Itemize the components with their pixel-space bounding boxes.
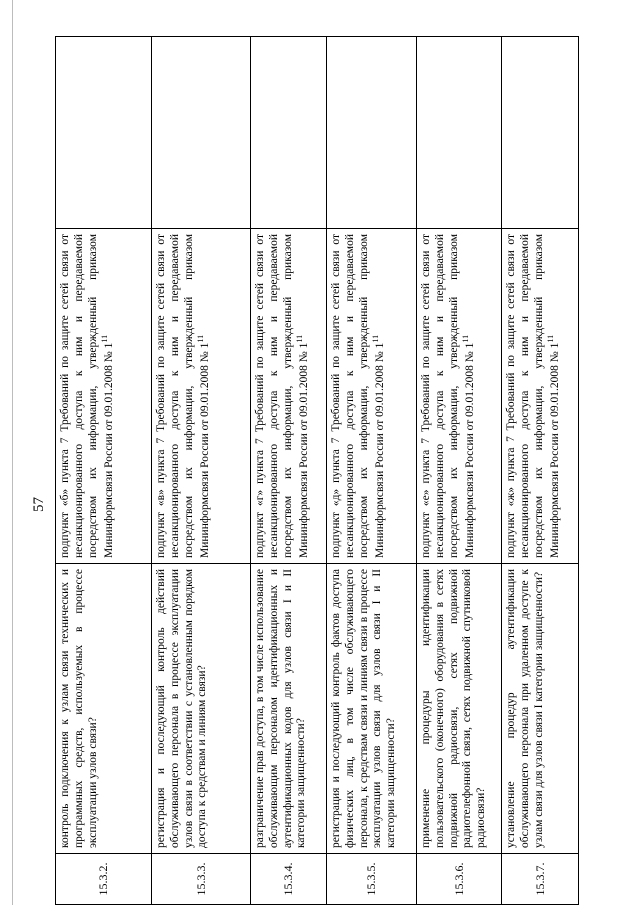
footnote-mark: 11 [196, 334, 206, 343]
legal-basis-text: подпункт «г» пункта 7 Требований по защите сетей связи от несанкционированного доступа к ним и передаваемой посредством их информации, утвержденный приказом Мининформсвязи России от 09.01.2008 № 1 [254, 234, 311, 558]
legal-basis-text: подпункт «ж» пункта 7 Требований по защите сетей связи от несанкционированного доступа к ним и передаваемой посредством их информации, утвержденный приказом Мининформсвязи России от 09.01.2008 № 1 [505, 234, 562, 558]
answer-cell [56, 37, 152, 229]
answer-cell [251, 37, 327, 229]
footnote-mark: 11 [546, 334, 556, 343]
table-row [502, 37, 579, 905]
footnote-mark: 11 [461, 334, 471, 343]
table-row [327, 37, 417, 905]
footnote-mark: 11 [295, 334, 305, 343]
legal-basis-cell [251, 229, 327, 564]
legal-basis-cell [417, 229, 502, 564]
legal-basis-text: подпункт «б» пункта 7 Требований по защите сетей связи от несанкционированного доступа к ним и передаваемой посредством их информации, утвержденный приказом Мининформсвязи России от 09.01.2008 № 1 [59, 234, 116, 558]
legal-basis-text: подпункт «в» пункта 7 Требований по защите сетей связи от несанкционированного доступа к ним и передаваемой посредством их информации, утвержденный приказом Мининформсвязи России от 09.01.2008 № 1 [155, 234, 212, 558]
table-row [417, 37, 502, 905]
table-row [251, 37, 327, 905]
footnote-mark: 11 [371, 334, 381, 343]
legal-basis-cell [327, 229, 417, 564]
item-number: 15.3.2. [56, 854, 152, 905]
item-number: 15.3.4. [251, 854, 327, 905]
page-number: 57 [31, 497, 47, 512]
requirement-text: регистрация и последующий контроль фактов доступа физических лиц, в том числе обслуживающего персонала, к средствам связи и линиям связи в процессе эксплуатации узлов связи для узлов связи I и II категории защищенности? [327, 564, 417, 854]
answer-cell [417, 37, 502, 229]
item-number: 15.3.6. [417, 854, 502, 905]
requirement-text: контроль подключения к узлам связи технических и программных средств, используемых в процессе эксплуатации узлов связи? [56, 564, 152, 854]
table-row [152, 37, 251, 905]
answer-cell [502, 37, 579, 229]
legal-basis-text: подпункт «д» пункта 7 Требований по защите сетей связи от несанкционированного доступа к ним и передаваемой посредством их информации, утвержденный приказом Мининформсвязи России от 09.01.2008 № 1 [330, 234, 387, 558]
requirement-text: регистрация и последующий контроль действий обслуживающего персонала в процессе эксплуатации узлов связи в соответствии с установленным порядком доступа к средствам и линиям связи? [152, 564, 251, 854]
footnote-mark: 11 [100, 334, 110, 343]
legal-basis-cell [56, 229, 152, 564]
legal-basis-text: подпункт «е» пункта 7 Требований по защите сетей связи от несанкционированного доступа к ним и передаваемой посредством их информации, утвержденный приказом Мининформсвязи России от 09.01.2008 № 1 [420, 234, 477, 558]
table-row [56, 37, 152, 905]
legal-basis-cell [502, 229, 579, 564]
requirement-text: разграничение прав доступа, в том числе использование обслуживающим персоналом идентификационных и аутентификационных кодов для узлов связи I и II категории защищенности? [251, 564, 327, 854]
item-number: 15.3.5. [327, 854, 417, 905]
item-number: 15.3.3. [152, 854, 251, 905]
requirement-text: установление процедур аутентификации обслуживающего персонала при удаленном доступе к узлам связи для узлов связи I категории защищенности? [502, 564, 579, 854]
answer-cell [152, 37, 251, 229]
item-number: 15.3.7. [502, 854, 579, 905]
answer-cell [327, 37, 417, 229]
scan-edge-line [12, 0, 13, 905]
requirement-text: применение процедуры идентификации пользовательского (оконечного) оборудования в сетях подвижной радиосвязи, сетях подвижной радиотелефонной связи, сетях подвижной спутниковой радиосвязи? [417, 564, 502, 854]
rotated-content [31, 37, 578, 905]
checklist-table [55, 36, 579, 905]
legal-basis-cell [152, 229, 251, 564]
